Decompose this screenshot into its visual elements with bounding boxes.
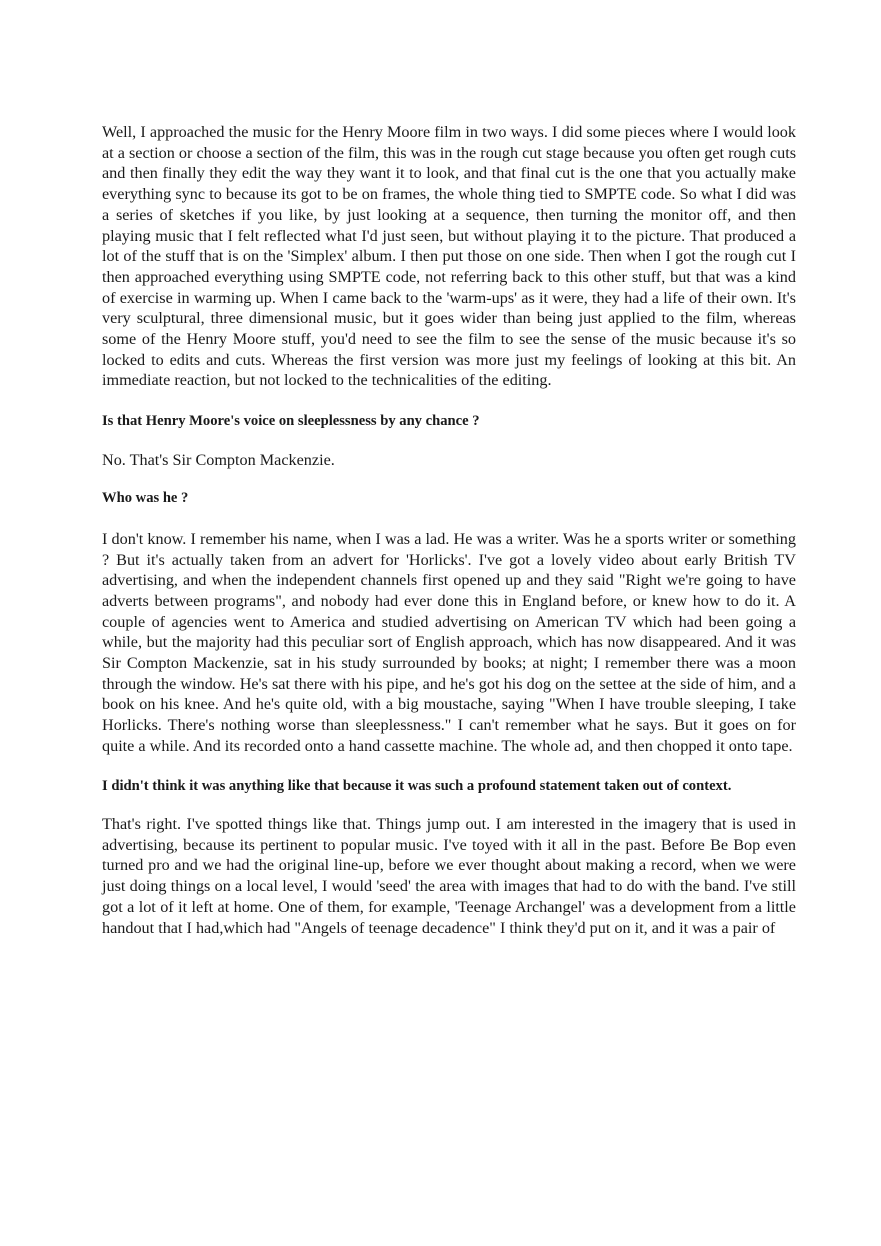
interview-question: I didn't think it was anything like that because it was such a profound statement taken out of context. (102, 777, 732, 794)
interview-question: Is that Henry Moore's voice on sleeplessness by any chance ? (102, 413, 480, 430)
answer-paragraph: Well, I approached the music for the Henry Moore film in two ways. I did some pieces where I would look at a section or choose a section of the film, this was in the rough cut stage because you often get rough cuts and then finally they edit the way they want it to look, and that final cut is the one that you actually make everything sync to because its got to be on frames, the whole thing tied to SMPTE code. So what I did was a series of sketches if you like, by just looking at a sequence, then turning the monitor off, and then playing music that I felt reflected what I'd just seen, but without playing it to the picture. That produced a lot of the stuff that is on the 'Simplex' album. I then put those on one side. Then when I got the rough cut I then approached everything using SMPTE code, not referring back to this other stuff, but that was a kind of exercise in warming up. When I came back to the 'warm-ups' as it were, they had a life of their own. It's very sculptural, three dimensional music, but it goes wider than being just applied to the film, whereas some of the Henry Moore stuff, you'd need to see the film to see the sense of the music because it's so locked to edits and cuts. Whereas the first version was more just my feelings of looking at this bit. An immediate reaction, but not locked to the technicalities of the editing. (102, 123, 796, 390)
interview-question: Who was he ? (102, 490, 189, 507)
document-page (102, 122, 796, 938)
answer-paragraph: I don't know. I remember his name, when I was a lad. He was a writer. Was he a sports writer or something ? But it's actually taken from an advert for 'Horlicks'. I've got a lovely video about early British TV advertising, and when the independent channels first opened up and they said "Right we're going to have adverts between programs", and nobody had ever done this in England before, or knew how to do it. A couple of agencies went to America and studied advertising on American TV which had been going a while, but the majority had this peculiar sort of English approach, which has now disappeared. And it was Sir Compton Mackenzie, sat in his study surrounded by books; at night; I remember there was a moon through the window. He's sat there with his pipe, and he's got his dog on the settee at the side of him, and a book on his knee. And he's quite old, with a big moustache, saying "When I have trouble sleeping, I take Horlicks. There's nothing worse than sleeplessness." I can't remember what he says. But it goes on for quite a while. And its recorded onto a hand cassette machine. The whole ad, and then chopped it onto tape. (102, 529, 796, 755)
answer-paragraph: That's right. I've spotted things like that. Things jump out. I am interested in the imagery that is used in advertising, because its pertinent to popular music. I've toyed with it all in the past. Before Be Bop even turned pro and we had the original line-up, before we ever thought about making a record, when we were just doing things on a local level, I would 'seed' the area with images that had to do with the band. I've still got a lot of it left at home. One of them, for example, 'Teenage Archangel' was a development from a little handout that I had,which had "Angels of teenage decadence" I think they'd put on it, and it was a pair of (102, 815, 796, 937)
answer-paragraph: No. That's Sir Compton Mackenzie. (102, 450, 335, 469)
